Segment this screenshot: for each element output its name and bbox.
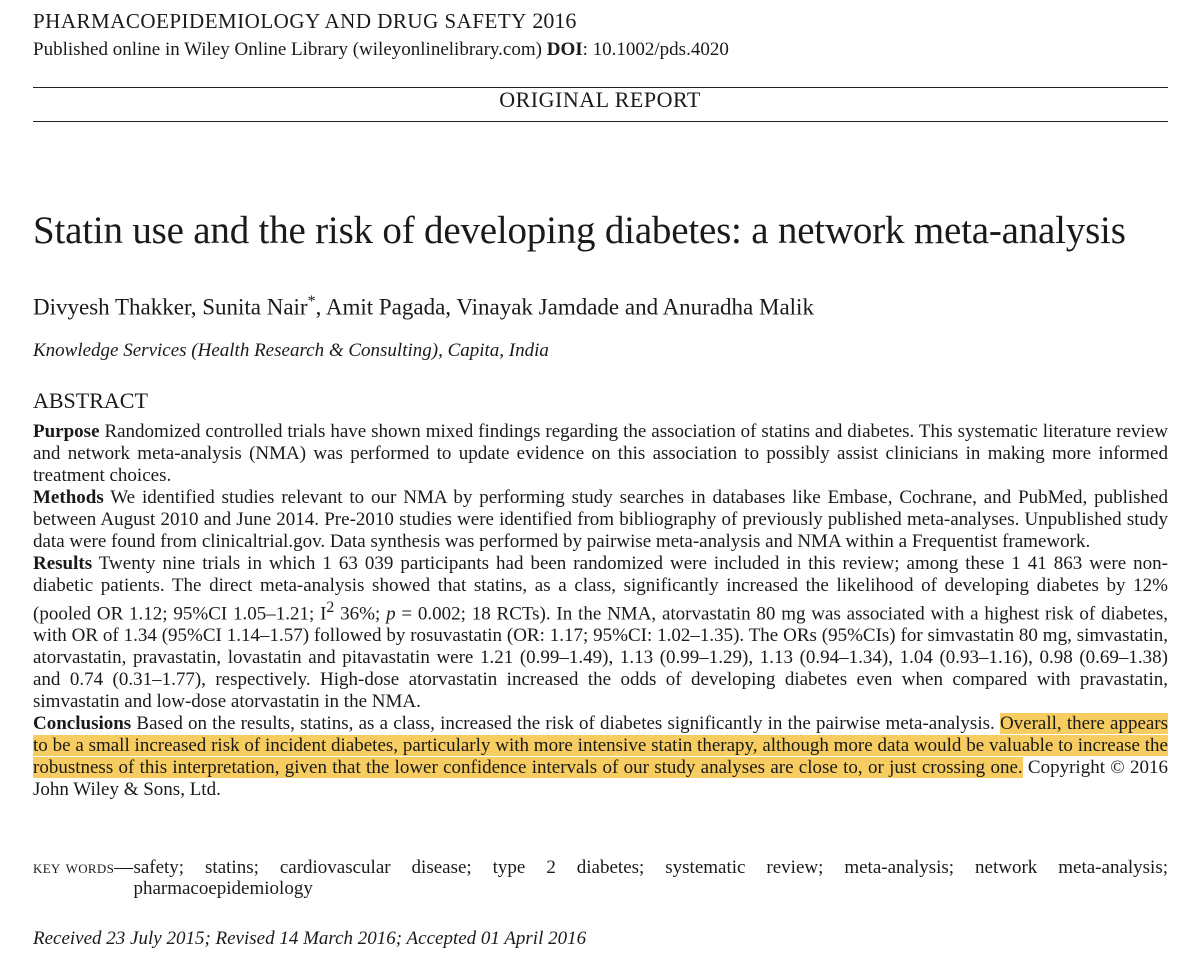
keywords-list: safety; statins; cardiovascular disease; type 2 diabetes; systematic review; meta-analysis; network meta-analysis; pharmacoepidemiology [133, 857, 1168, 899]
keywords-label-group [33, 857, 133, 878]
results-text-b: 36%; [334, 603, 387, 625]
keywords-label: key words [33, 857, 115, 878]
report-type: ORIGINAL REPORT [499, 87, 701, 112]
article-history: Received 23 July 2015; Revised 14 March 2016; Accepted 01 April 2016 [33, 928, 587, 949]
abstract-results [33, 553, 1168, 713]
journal-year: 2016 [532, 8, 577, 33]
authors-part-1: Divyesh Thakker, Sunita Nair [33, 294, 308, 320]
methods-text: We identified studies relevant to our NMA by performing study searches in databases like Embase, Cochrane, and PubMed, published between August 2010 and June 2014. Pre-2010 studies were identified from bibliography of previously published meta-analyses. Unpublished study data were found from clinicaltrial.gov. Data synthesis was performed by pairwise meta-analysis and NMA within a Frequentist framework. [33, 487, 1168, 552]
results-text-a: Twenty nine trials in which 1 63 039 participants had been randomized were included in this review; among these 1 41 863 were non-diabetic patients. The direct meta-analysis showed that statins, as a class, significantly increased the likelihood of developing diabetes by 12% (pooled OR 1.12; 95%CI 1.05–1.21; I [33, 553, 1168, 625]
purpose-label: Purpose [33, 421, 100, 442]
publication-line [33, 39, 729, 61]
journal-header [33, 8, 576, 34]
keywords-section [33, 857, 1168, 899]
conclusions-text: Based on the results, statins, as a class, increased the risk of diabetes significantly in the pairwise meta-analysis. [136, 713, 995, 735]
report-type-divider [33, 121, 1168, 122]
p-value-symbol: p [386, 603, 396, 625]
journal-name: PHARMACOEPIDEMIOLOGY AND DRUG SAFETY [33, 9, 527, 33]
doi-label: DOI [546, 39, 583, 60]
author-list [33, 293, 814, 321]
results-label: Results [33, 553, 93, 574]
abstract-purpose [33, 421, 1168, 487]
i-squared-superscript: 2 [326, 599, 335, 616]
abstract-conclusions [33, 713, 1168, 801]
highlighted-conclusion: Overall, there appears to be a small increased risk of incident diabetes, particularly with more intensive statin therapy, although more data would be valuable to increase the robustness of this interpretation, given that the lower confidence intervals of our study analyses are close to, or just crossing one. [33, 713, 1169, 779]
doi-value[interactable]: : 10.1002/pds.4020 [582, 39, 729, 60]
published-online-text: Published online in Wiley Online Library (wileyonlinelibrary.com) [33, 39, 542, 60]
copyright: Copyright © 2016 John Wiley & Sons, Ltd. [33, 757, 1168, 801]
results-text-c: = 0.002; 18 RCTs). In the NMA, atorvastatin 80 mg was associated with a highest risk of diabetes, with OR of 1.34 (95%CI 1.14–1.57) followed by rosuvastatin (OR: 1.17; 95%CI: 1.02–1.35). The ORs (95%CIs) for simvastatin 80 mg, simvastatin, atorvastatin, pravastatin, lovastatin and pitavastatin were 1.21 (0.99–1.49), 1.13 (0.99–1.29), 1.13 (0.94–1.34), 1.04 (0.93–1.16), 0.98 (0.69–1.38) and 0.74 (0.31–1.77), respectively. High-dose atorvastatin increased the odds of developing diabetes even when compared with pravastatin, simvastatin and low-dose atorvastatin in the NMA. [33, 603, 1168, 713]
keywords-dash: — [114, 857, 134, 878]
affiliation: Knowledge Services (Health Research & Consulting), Capita, India [33, 340, 549, 361]
abstract-heading: ABSTRACT [33, 388, 148, 413]
authors-part-2: , Amit Pagada, Vinayak Jamdade and Anuradha Malik [315, 294, 814, 320]
purpose-text: Randomized controlled trials have shown mixed findings regarding the association of statins and diabetes. This systematic literature review and network meta-analysis (NMA) was performed to update evidence on this association to possibly assist clinicians in making more informed treatment choices. [33, 421, 1168, 486]
conclusions-label: Conclusions [33, 713, 132, 735]
methods-label: Methods [33, 487, 104, 508]
article-title: Statin use and the risk of developing diabetes: a network meta-analysis [33, 209, 1126, 252]
corresponding-author-mark: * [307, 293, 316, 310]
abstract-body [33, 421, 1168, 801]
abstract-methods [33, 487, 1168, 553]
